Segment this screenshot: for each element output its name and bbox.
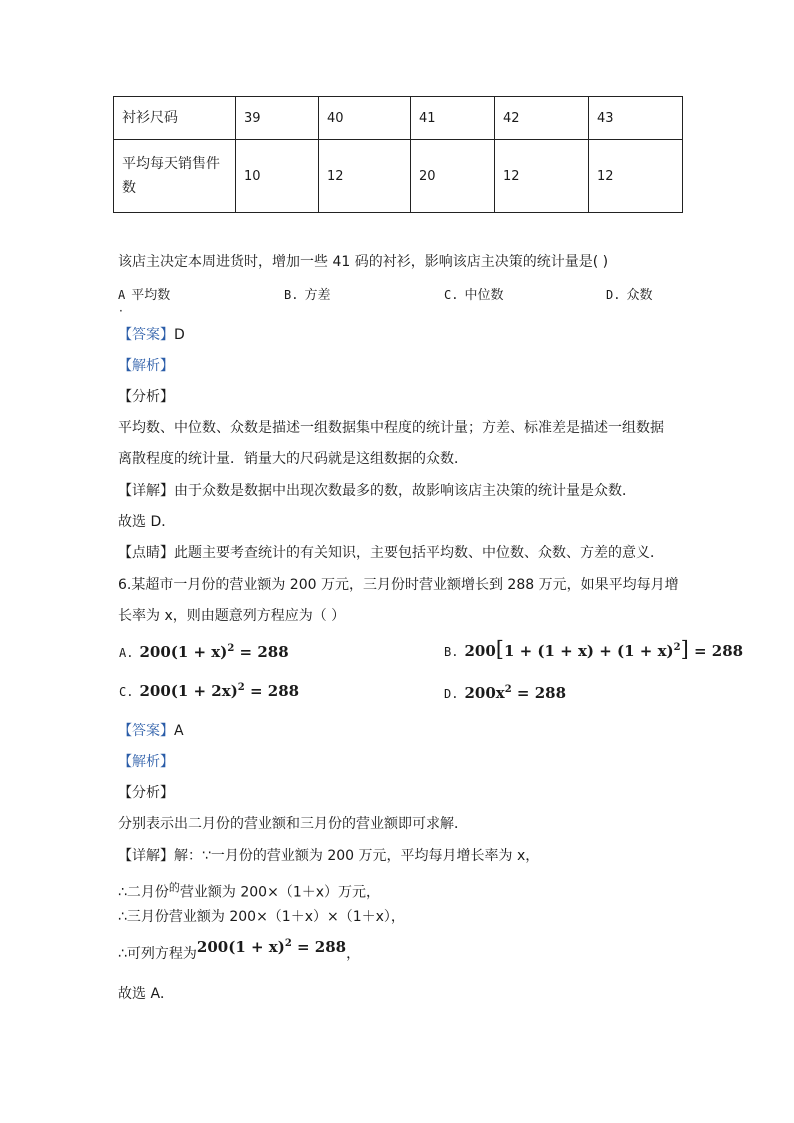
- equation-rhs: = 288: [234, 643, 289, 661]
- q6-detail: [118, 845, 539, 865]
- left-bracket: [: [495, 637, 504, 661]
- q6-option-a: [119, 643, 289, 661]
- table-cell: 衬衫尺码: [114, 97, 236, 140]
- table-cell: 12: [589, 140, 683, 213]
- table-cell: 41: [411, 97, 495, 140]
- detail-tag: 【详解】: [118, 848, 174, 864]
- q6-stem-line-2: 长率为 x，则由题意列方程应为（ ）: [118, 608, 346, 624]
- q5-choose: 故选 D．: [118, 514, 176, 530]
- equation-rhs: = 288: [291, 938, 347, 956]
- q5-answer: [118, 324, 185, 344]
- option-label: B.: [444, 645, 459, 659]
- q5-option-c: [444, 284, 503, 303]
- step-equation: [197, 938, 346, 956]
- option-label: B.: [284, 288, 299, 302]
- q5-analysis-tag: 【解析】: [118, 358, 174, 374]
- equation-lhs: 200: [464, 642, 496, 660]
- option-text: 平均数: [131, 288, 171, 303]
- table-cell: 平均每天销售件数: [114, 140, 236, 213]
- option-equation: [139, 682, 299, 700]
- answer-value: A: [174, 723, 184, 739]
- step-text: ∴二月份: [118, 884, 169, 901]
- q5-fenxi-line-1: 平均数、中位数、众数是描述一组数据集中程度的统计量；方差、标准差是描述一组数据: [118, 420, 664, 436]
- equation-exponent: 2: [504, 684, 512, 695]
- q6-stem-line-1: 6.某超市一月份的营业额为 200 万元，三月份时营业额增长到 288 万元，如果平均每月增: [118, 577, 679, 593]
- equation-lhs: 200(1 + 2x): [139, 682, 238, 700]
- decorative-dot: ·: [119, 304, 123, 318]
- step-text: ∴可列方程为: [118, 946, 197, 962]
- option-label: A: [118, 288, 126, 302]
- q6-choose: 故选 A．: [118, 986, 175, 1002]
- option-text: 众数: [626, 288, 653, 303]
- step-text: 营业额为 200×（1＋x）万元，: [179, 884, 381, 901]
- comment-text: 此题主要考查统计的有关知识，主要包括平均数、中位数、众数、方差的意义．: [174, 545, 664, 561]
- q5-option-b: [284, 284, 330, 303]
- table-row: [114, 140, 683, 213]
- q6-option-d: [444, 684, 566, 702]
- q6-step-1: [118, 879, 380, 902]
- equation-lhs: 200x: [464, 684, 505, 702]
- q5-fenxi-tag: 【分析】: [118, 389, 174, 405]
- q6-fenxi-tag: 【分析】: [118, 785, 174, 801]
- q5-fenxi-line-2: 离散程度的统计量．销量大的尺码就是这组数据的众数．: [118, 451, 468, 467]
- q5-option-d: [606, 284, 652, 303]
- q5-detail: [118, 480, 636, 500]
- answer-value: D: [174, 327, 185, 343]
- equation-rhs: = 288: [688, 642, 744, 660]
- q6-fenxi: 分别表示出二月份的营业额和三月份的营业额即可求解．: [118, 816, 468, 832]
- table-cell: 43: [589, 97, 683, 140]
- equation-lhs: 200(1 + x): [139, 643, 228, 661]
- q6-answer: [118, 720, 184, 740]
- q6-option-b: [444, 637, 743, 661]
- equation-exponent: 2: [284, 938, 292, 949]
- step-superscript: 的: [168, 881, 180, 894]
- equation-exponent: 2: [227, 643, 235, 654]
- option-label: C.: [119, 685, 134, 699]
- option-equation: [464, 684, 566, 702]
- table-cell: 40: [319, 97, 411, 140]
- detail-text: 由于众数是数据中出现次数最多的数，故影响该店主决策的统计量是众数．: [174, 483, 636, 499]
- q5-stem: 该店主决定本周进货时，增加一些 41 码的衬衫，影响该店主决策的统计量是( ): [118, 254, 609, 270]
- option-text: 方差: [304, 288, 331, 303]
- option-label: C.: [444, 288, 459, 302]
- q6-step-3: [118, 938, 361, 963]
- option-equation: [464, 637, 744, 661]
- option-equation: [139, 643, 288, 661]
- table-row: [114, 97, 683, 140]
- table-cell: 39: [236, 97, 319, 140]
- option-text: 中位数: [464, 288, 504, 303]
- q6-analysis-tag: 【解析】: [118, 754, 174, 770]
- option-label: D.: [606, 288, 621, 302]
- right-bracket: ]: [680, 637, 689, 661]
- q6-option-c: [119, 682, 299, 700]
- table-cell: 42: [495, 97, 589, 140]
- table-cell: 12: [495, 140, 589, 213]
- equation-exponent: 2: [673, 642, 681, 653]
- detail-text: 解：∵一月份的营业额为 200 万元，平均每月增长率为 x，: [174, 848, 540, 864]
- shirt-size-sales-table: [113, 96, 683, 213]
- step-text: ，: [346, 946, 361, 962]
- equation-exponent: 2: [237, 682, 245, 693]
- equation-rhs: = 288: [511, 684, 567, 702]
- equation-lhs: 200(1 + x): [196, 938, 285, 956]
- comment-tag: 【点睛】: [118, 545, 174, 561]
- table-cell: 20: [411, 140, 495, 213]
- table-cell: 10: [236, 140, 319, 213]
- table-cell: 12: [319, 140, 411, 213]
- option-label: D.: [444, 687, 459, 701]
- q5-comment: [118, 542, 664, 562]
- detail-tag: 【详解】: [118, 483, 174, 499]
- option-label: A.: [119, 646, 134, 660]
- q6-step-2: ∴三月份营业额为 200×（1＋x）×（1＋x），: [118, 909, 405, 925]
- answer-tag: 【答案】: [118, 327, 174, 343]
- equation-rhs: = 288: [244, 682, 300, 700]
- answer-tag: 【答案】: [118, 723, 174, 739]
- equation-inner: 1 + (1 + x) + (1 + x): [503, 642, 674, 660]
- q5-option-a: [118, 284, 170, 303]
